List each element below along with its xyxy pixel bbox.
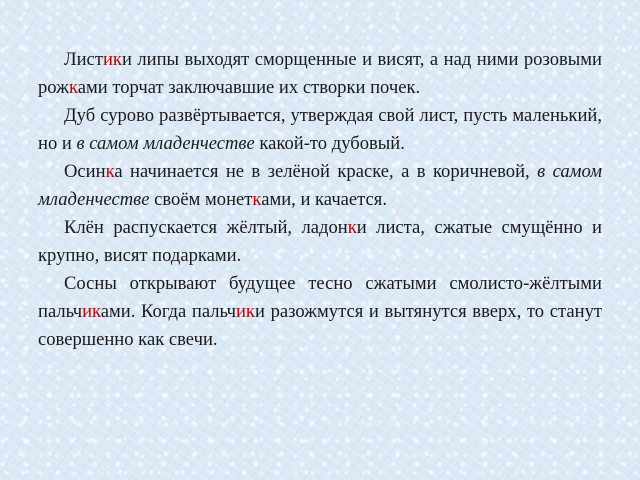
paragraph-pine: [38, 270, 602, 354]
text-segment: Клён распускается жёлтый, ладон: [64, 217, 348, 238]
italic-phrase: в самом младенчестве: [76, 133, 255, 154]
paragraph-oak: [38, 102, 602, 158]
highlighted-letters: к: [252, 189, 262, 210]
text-segment: и липы выходят сморщенные и висят, а над ними розовыми рож: [38, 49, 602, 98]
text-segment: Дуб сурово развёртывается, утверждая свой лист, пусть маленький, но и: [38, 105, 602, 154]
text-segment: ами. Когда пальч: [100, 301, 236, 322]
text-segment: Осин: [64, 161, 106, 182]
highlighted-letters: к: [68, 77, 78, 98]
text-segment: ами торчат заключавшие их створки почек.: [77, 77, 421, 98]
highlighted-letters: к: [347, 217, 357, 238]
highlighted-letters: ик: [235, 301, 255, 322]
highlighted-letters: ик: [102, 49, 122, 70]
italic-phrase: в самом младенчестве: [38, 161, 603, 210]
text-segment: и разожмутся и вытянутся вверх, то станут совершенно как свечи.: [38, 301, 602, 350]
text-segment: а начинается не в зелёной краске, а в коричневой,: [114, 161, 538, 182]
text-segment: Лист: [64, 49, 103, 70]
paragraph-linden: [38, 46, 602, 102]
paragraph-aspen: [38, 158, 602, 214]
text-segment: ами, и качается.: [261, 189, 387, 210]
text-segment: Сосны открывают будущее тесно сжатыми смолисто-жёлтыми пальч: [38, 273, 602, 322]
text-segment: и листа, сжатые смущённо и крупно, висят подарками.: [38, 217, 602, 266]
text-segment: своём монет: [149, 189, 253, 210]
highlighted-letters: к: [105, 161, 115, 182]
text-block: [38, 46, 602, 354]
text-segment: какой-то дубовый.: [254, 133, 405, 154]
paragraph-maple: [38, 214, 602, 270]
highlighted-letters: ик: [82, 301, 101, 322]
